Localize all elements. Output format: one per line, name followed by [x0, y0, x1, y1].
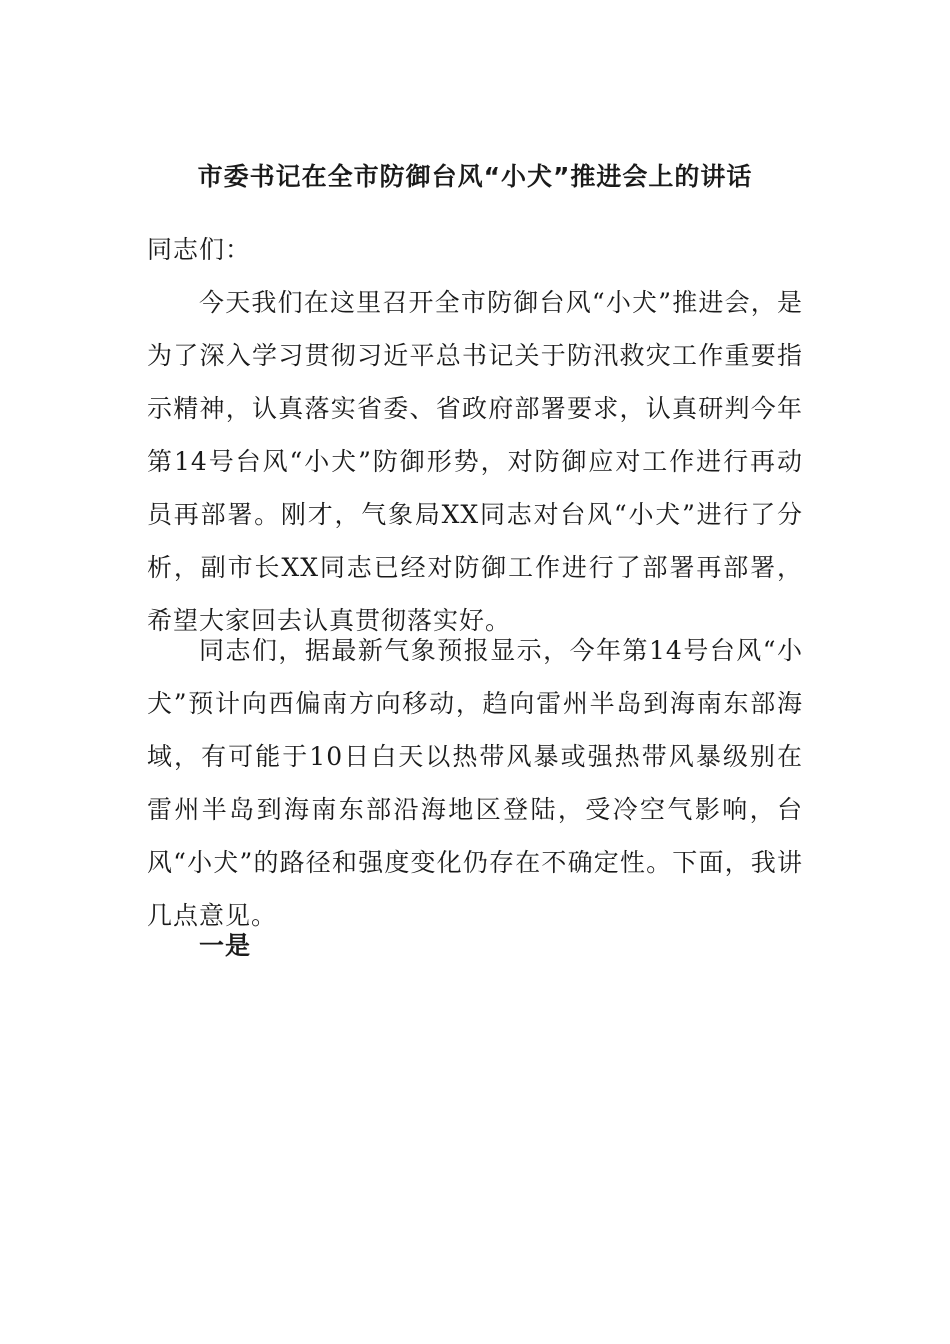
- point-heading-one: 一是: [199, 931, 252, 960]
- document-title: 市委书记在全市防御台风“小犬”推进会上的讲话: [197, 162, 753, 191]
- body-paragraph-2: 同志们，据最新气象预报显示，今年第14号台风“小犬”预计向西偏南方向移动，趋向雷州半岛到海南东部海域，有可能于10日白天以热带风暴或强热带风暴级别在雷州半岛到海南东部沿海地区登陆，受冷空气影响，台风“小犬”的路径和强度变化仍存在不确定性。下面，我讲几点意见。: [147, 636, 803, 930]
- salutation: 同志们：: [147, 235, 252, 264]
- body-paragraph-1: 今天我们在这里召开全市防御台风“小犬”推进会，是为了深入学习贯彻习近平总书记关于防汛救灾工作重要指示精神，认真落实省委、省政府部署要求，认真研判今年第14号台风“小犬”防御形势，对防御应对工作进行再动员再部署。刚才，气象局XX同志对台风“小犬”进行了分析，副市长XX同志已经对防御工作进行了部署再部署，希望大家回去认真贯彻落实好。: [147, 288, 803, 635]
